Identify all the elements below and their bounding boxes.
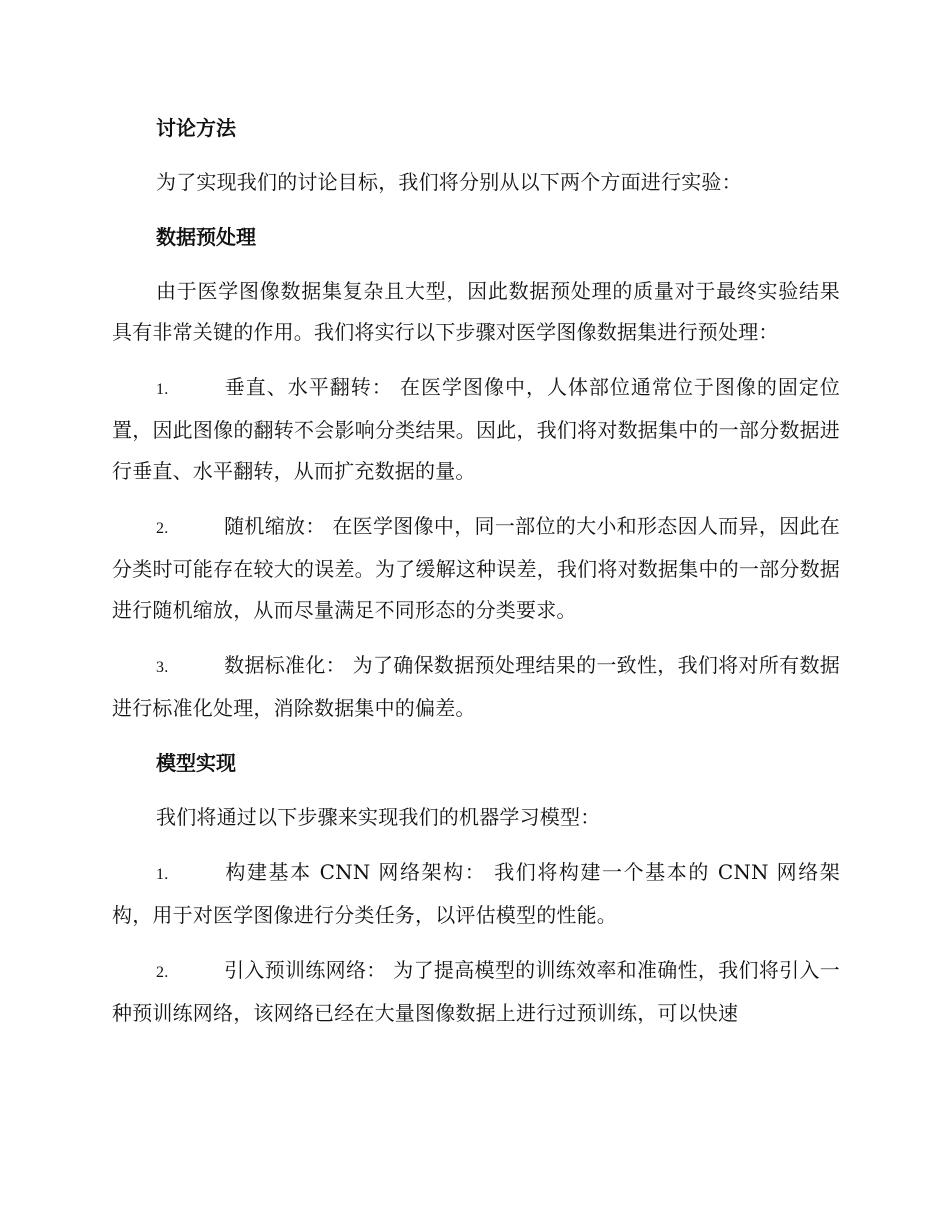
list-number: 2. [156, 964, 169, 981]
list-text: 构建基本 CNN 网络架构： 我们将构建一个基本的 CNN 网络架构，用于对医学图像进行分类任务，以评估模型的性能。 [112, 860, 840, 927]
list-number: 2. [156, 520, 169, 537]
list-text: 垂直、水平翻转： 在医学图像中，人体部位通常位于图像的固定位置，因此图像的翻转不会影响分类结果。因此，我们将对数据集中的一部分数据进行垂直、水平翻转，从而扩充数据的量。 [112, 375, 840, 483]
list-item [112, 645, 840, 729]
list-item [112, 852, 840, 936]
list-item [112, 367, 840, 492]
preprocess-intro-paragraph: 由于医学图像数据集复杂且大型，因此数据预处理的质量对于最终实验结果具有非常关键的作用。我们将实行以下步骤对医学图像数据集进行预处理： [112, 279, 840, 344]
model-intro-paragraph: 我们将通过以下步骤来实现我们的机器学习模型： [156, 805, 601, 829]
method-intro-paragraph: 为了实现我们的讨论目标，我们将分别从以下两个方面进行实验： [156, 170, 742, 194]
list-number: 1. [156, 381, 169, 398]
section-heading-method: 讨论方法 [156, 116, 236, 140]
list-item [112, 506, 840, 631]
list-text: 引入预训练网络： 为了提高模型的训练效率和准确性，我们将引入一种预训练网络，该网络已经在大量图像数据上进行过预训练，可以快速 [112, 958, 840, 1025]
section-heading-preprocess: 数据预处理 [156, 225, 256, 249]
list-item [112, 950, 840, 1034]
list-number: 3. [156, 659, 169, 676]
document-page [112, 108, 840, 1048]
list-number: 1. [156, 866, 169, 883]
list-text: 随机缩放： 在医学图像中，同一部位的大小和形态因人而异，因此在分类时可能存在较大的误差。为了缓解这种误差，我们将对数据集中的一部分数据进行随机缩放，从而尽量满足不同形态的分类要求。 [112, 514, 840, 622]
section-heading-model: 模型实现 [156, 751, 236, 775]
list-text: 数据标准化： 为了确保数据预处理结果的一致性，我们将对所有数据进行标准化处理，消除数据集中的偏差。 [112, 653, 840, 720]
